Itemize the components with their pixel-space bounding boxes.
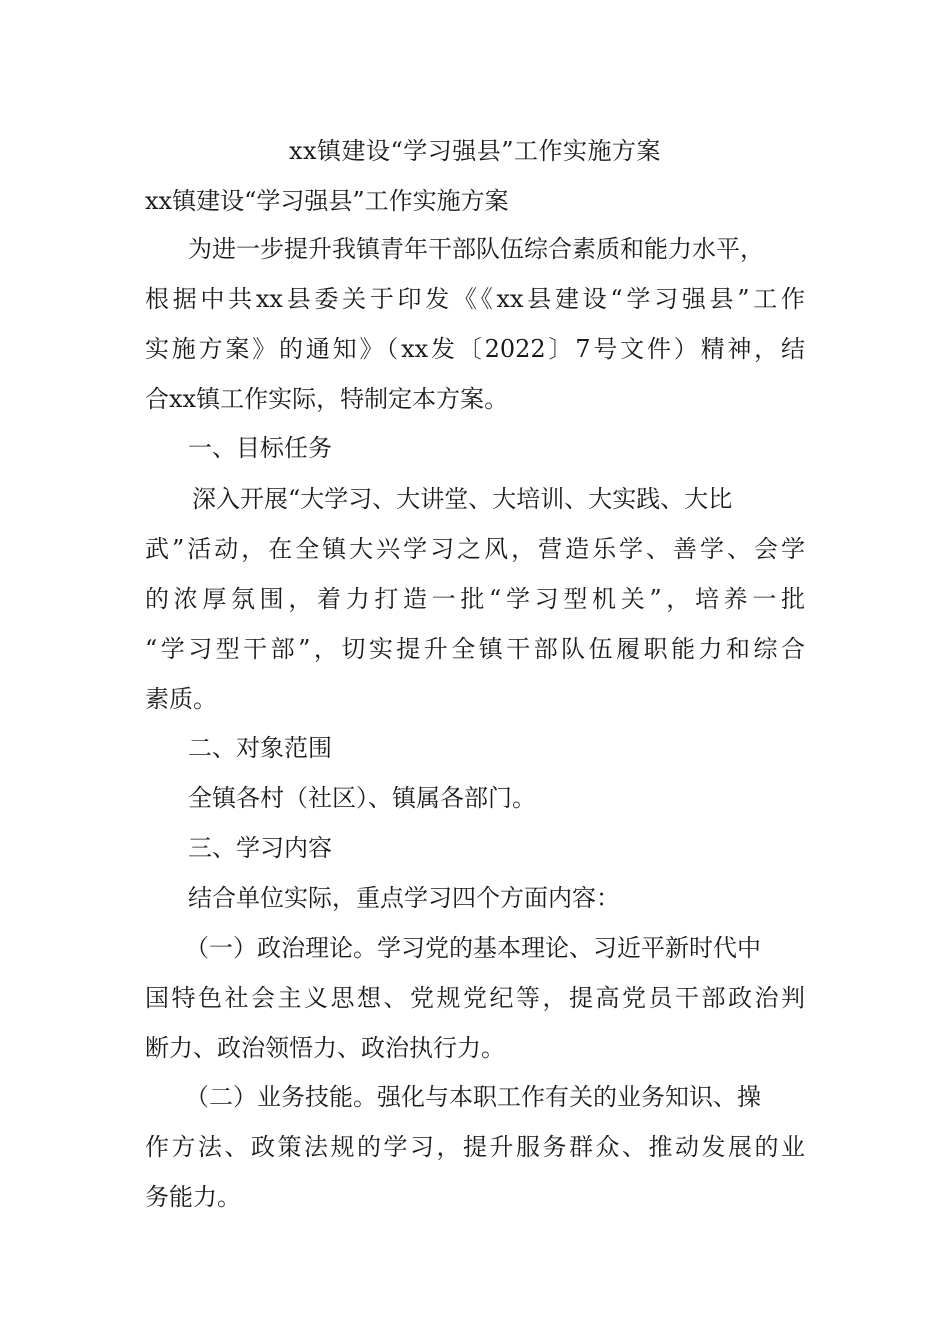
paragraph-line: 实施方案》的通知》（xx发〔2022〕7号文件）精神，结 [145, 335, 805, 363]
paragraph-line: 结合单位实际，重点学习四个方面内容： [188, 884, 620, 912]
paragraph-line: 的浓厚氛围，着力打造一批“学习型机关”，培养一批 [145, 585, 805, 613]
document-title: xx镇建设“学习强县”工作实施方案 [288, 137, 662, 165]
paragraph-line: 全镇各村（社区）、镇属各部门。 [188, 784, 536, 812]
paragraph-line: 国特色社会主义思想、党规党纪等，提高党员干部政治判 [145, 984, 805, 1012]
paragraph-line: 合xx镇工作实际，特制定本方案。 [145, 385, 509, 413]
paragraph-line: 为进一步提升我镇青年干部队伍综合素质和能力水平， [188, 235, 764, 263]
section-heading: 三、学习内容 [188, 834, 332, 862]
paragraph-line: 深入开展“大学习、大讲堂、大培训、大实践、大比 [192, 485, 733, 513]
paragraph-line: （一）政治理论。学习党的基本理论、习近平新时代中 [185, 934, 761, 962]
paragraph-line: 素质。 [145, 685, 217, 713]
paragraph-line: 断力、政治领悟力、政治执行力。 [145, 1034, 505, 1062]
paragraph-line: 武”活动，在全镇大兴学习之风，营造乐学、善学、会学 [145, 535, 805, 563]
paragraph-line: 务能力。 [145, 1183, 241, 1211]
section-heading: 二、对象范围 [188, 734, 332, 762]
paragraph-line: 作方法、政策法规的学习，提升服务群众、推动发展的业 [145, 1133, 805, 1161]
paragraph-line: 根据中共xx县委关于印发《《xx县建设“学习强县”工作 [145, 285, 805, 313]
paragraph-line: （二）业务技能。强化与本职工作有关的业务知识、操 [185, 1083, 761, 1111]
subtitle-line: xx镇建设“学习强县”工作实施方案 [145, 187, 509, 215]
paragraph-line: “学习型干部”，切实提升全镇干部队伍履职能力和综合 [145, 635, 805, 663]
section-heading: 一、目标任务 [188, 434, 332, 462]
